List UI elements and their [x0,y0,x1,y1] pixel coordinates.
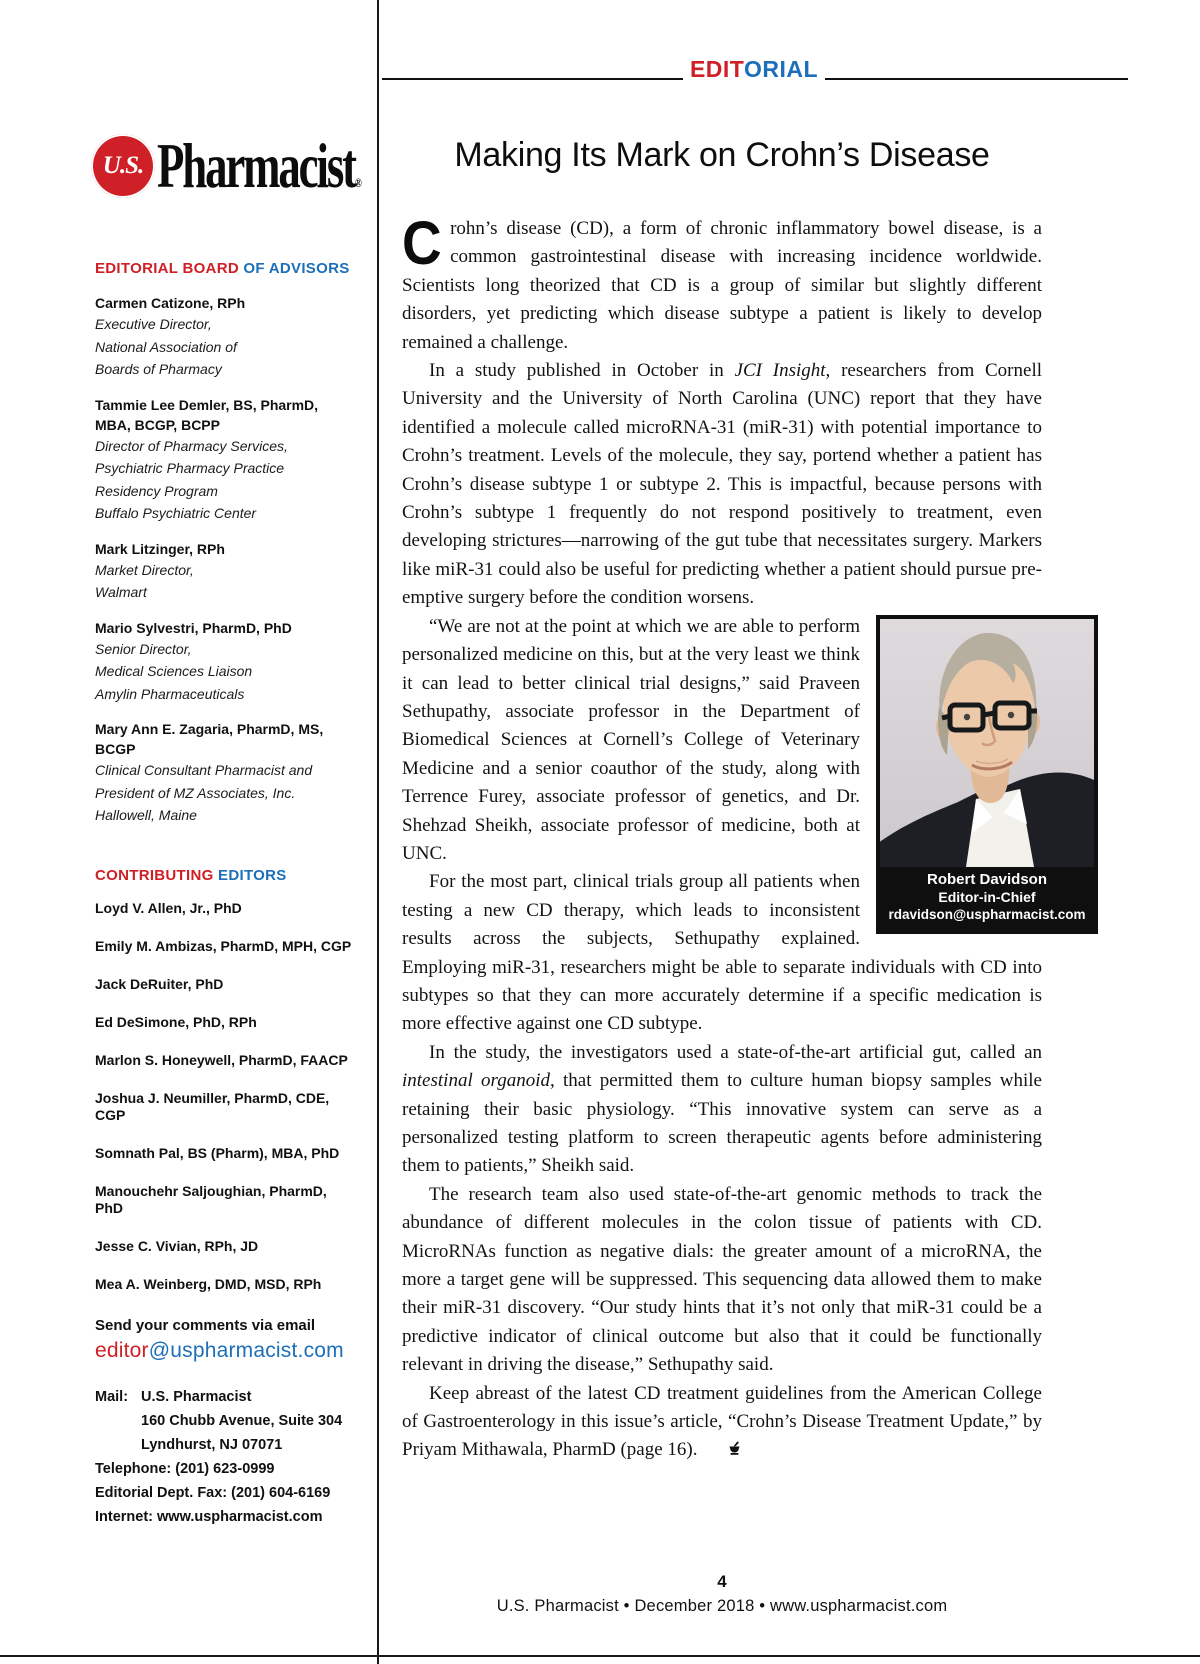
registered-mark: ® [354,175,362,190]
drop-cap: C [402,209,440,277]
advisor-title: Director of Pharmacy Services, [95,437,288,454]
body-paragraph: In the study, the investigators used a state-of-the-art artificial gut, called an intestinal organoid, that permitted them to culture human biopsy samples while retaining their basic physiology. “This innovative system can serve as a personalized testing platform to screen therapeutic agents before administering them to patients,” Sheikh said. [402,1041,1042,1177]
section-header [380,56,1128,84]
page-number: 4 [717,1572,727,1591]
editor-entry: Emily M. Ambizas, PharmD, MPH, CGP [95,937,352,954]
logo-wordmark: Pharmacist® [157,130,362,201]
advisor-title: Market Director, [95,561,194,578]
advisor-title: Hallowell, Maine [95,807,197,823]
mail-line: Lyndhurst, NJ 07071 [141,1436,283,1453]
sidebar [95,120,362,1529]
caption-title: Editor-in-Chief [938,888,1036,905]
footer-publication-line: U.S. Pharmacist • December 2018 • www.uspharmacist.com [496,1597,948,1615]
advisor-entry [95,719,357,827]
advisors-heading [95,260,357,277]
caption-email: rdavidson@uspharmacist.com [888,906,1086,922]
us-logo-circle-icon [91,134,155,198]
advisor-name: Mary Ann E. Zagaria, PharmD, MS, BCGP [95,721,324,757]
editor-entry: Jesse C. Vivian, RPh, JD [95,1237,259,1254]
mail-lines [141,1385,342,1457]
editor-email-user: editor [95,1338,149,1362]
editors-heading-blue: EDITORS [213,866,287,884]
advisors-heading-red: EDITORIAL BOARD [95,260,239,277]
editors-heading-red: CONTRIBUTING [95,866,214,884]
body-paragraph: In a study published in October in JCI Insight, researchers from Cornell University and the University of North Carolina (UNC) report that they have identified a molecule called microRNA-31 (miR-31) with potential importance to Crohn’s treatment. Levels of the molecule, they say, portend whether a patient has Crohn’s disease subtype 1 or subtype 2. This is impactful, because persons with Crohn’s subtype 1 frequently do not respond positively to treatment, even developing strictures—narrowing of the gut tube that necessitates surgery. Markers like miR-31 could also be useful for predicting whether a patient should pursue pre-emptive surgery before the condition worsens. [402,360,1042,609]
advisor-entry [95,618,357,706]
advisor-title: Medical Sciences Liaison [95,663,253,679]
advisor-title: Psychiatric Pharmacy Practice [95,460,285,476]
comments-label: Send your comments via email [95,1316,316,1334]
internet-line: Internet: www.uspharmacist.com [95,1508,323,1525]
mail-label: Mail: [95,1388,129,1405]
advisor-entry [95,395,357,525]
advisor-title: Residency Program [95,482,218,499]
us-pharmacist-logo [91,120,362,212]
fax-line: Editorial Dept. Fax: (201) 604-6169 [95,1484,331,1501]
page-footer [402,1572,1042,1616]
editor-entry: Marlon S. Honeywell, PharmD, FAACP [95,1051,348,1068]
editors-heading [95,867,357,884]
header-label-blue: ORIAL [743,56,819,82]
end-mark-icon [702,1436,740,1464]
body-paragraph: For the most part, clinical trials group all patients when testing a new CD therapy, which leads to inconsistent results across the subjects, Sethupathy explained. Employing miR-31, researchers might be able to separate individuals with CD into subtypes so that they can more accurately determine if a specific medication is more effective against one CD subtype. [402,871,1042,1035]
editor-portrait-photo [880,619,1094,867]
editor-email-link[interactable] [95,1339,357,1363]
article-title: Making Its Mark on Crohn’s Disease [454,136,990,174]
column-divider-rule [377,0,379,1664]
section-header-label [683,56,825,83]
editor-entry: Mea A. Weinberg, DMD, MSD, RPh [95,1275,322,1292]
mail-line: 160 Chubb Avenue, Suite 304 [141,1412,343,1429]
editors-list [95,900,357,1293]
advisor-entry [95,539,357,604]
advisor-entry [95,293,357,381]
article-body [402,209,1086,1465]
caption-name: Robert Davidson [926,870,1047,888]
advisors-heading-blue: OF ADVISORS [238,260,350,277]
advisor-title: Boards of Pharmacy [95,361,222,377]
editor-entry: Jack DeRuiter, PhD [95,975,224,992]
editor-entry: Somnath Pal, BS (Pharm), MBA, PhD [95,1144,340,1161]
advisor-title: Clinical Consultant Pharmacist and [95,762,313,778]
body-paragraph: Crohn’s disease (CD), a form of chronic inflammatory bowel disease, is a common gastrointestinal disease with increasing incidence worldwide. Scientists long theorized that CD is a group of similar but slightly different disorders, yet predicting which disease subtype a patient is likely to develop remained a challenge. [402,209,1042,353]
logo-us-text: U.S. [102,152,144,179]
editor-email-domain: @uspharmacist.com [148,1338,344,1362]
photo-caption [880,867,1094,930]
advisor-title: Amylin Pharmaceuticals [95,685,245,702]
advisor-title: Buffalo Psychiatric Center [95,505,257,521]
advisor-title: National Association of [95,338,237,355]
telephone-line: Telephone: (201) 623-0999 [95,1460,275,1477]
advisor-title: Walmart [95,584,147,600]
editor-entry: Manouchehr Saljoughian, PharmD, PhD [95,1182,327,1216]
editor-entry: Loyd V. Allen, Jr., PhD [95,899,242,916]
editor-entry: Joshua J. Neumiller, PharmD, CDE, CGP [95,1089,330,1123]
advisor-title: Executive Director, [95,316,212,332]
advisor-name: Mark Litzinger, RPh [95,540,225,557]
main-column [380,0,1128,1465]
editor-entry: Ed DeSimone, PhD, RPh [95,1013,257,1030]
body-paragraph: “We are not at the point at which we are able to perform personalized medicine on this, but at the very least we think it can lead to better clinical trial designs,” said Praveen Sethupathy, associate professor in the Department of Biomedical Sciences at Cornell’s College of Veterinary Medicine and a senior coauthor of the study, along with Terrence Furey, associate professor of genetics, and Dr. Shehzad Sheikh, associate professor of medicine, both at UNC. [402,615,860,864]
advisor-title: Senior Director, [95,640,192,657]
advisor-title: President of MZ Associates, Inc. [95,784,296,801]
advisor-name: Carmen Catizone, RPh [95,295,246,311]
body-paragraph: The research team also used state-of-the-art genomic methods to track the abundance of different molecules in the colon tissue of patients with CD. MicroRNAs function as negative dials: the greater amount of a microRNA, the more a target gene will be suppressed. This sequencing data allowed them to make their miR-31 discovery. “Our study hints that it’s not only that miR-31 could be a predictive indicator of clinical outcome but also that it could be functionally relevant in driving the disease,” Sethupathy said. [402,1183,1042,1376]
mail-address-block [95,1385,357,1457]
header-label-red: EDIT [689,56,744,82]
advisors-list [95,293,357,827]
editor-photo-card [876,615,1098,934]
mail-line: U.S. Pharmacist [141,1388,252,1405]
advisor-name: Tammie Lee Demler, BS, PharmD, MBA, BCGP, BCPP [95,396,319,433]
page-bottom-rule [0,1655,1200,1657]
body-paragraph: Keep abreast of the latest CD treatment guidelines from the American College of Gastroenterology in this issue’s article, “Crohn’s Disease Treatment Update,” by Priyam Mithawala, PharmD (page 16). [402,1380,1042,1465]
advisor-name: Mario Sylvestri, PharmD, PhD [95,619,292,636]
